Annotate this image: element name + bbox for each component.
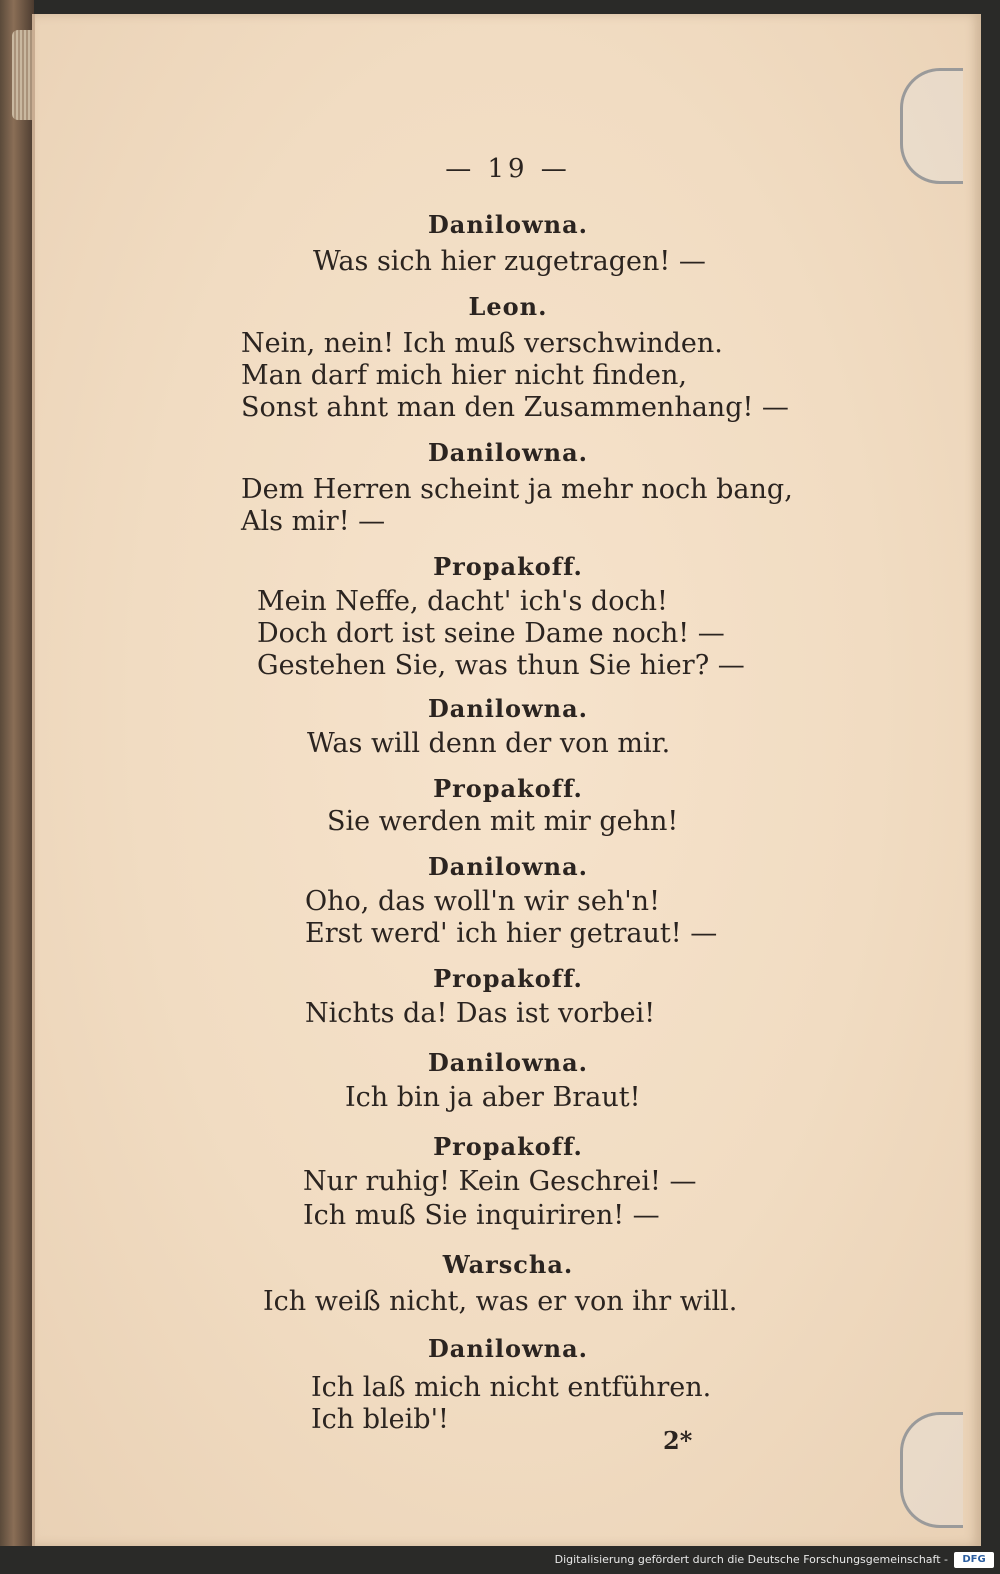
verse-line: Man darf mich hier nicht finden,	[241, 360, 688, 391]
speaker-name: Propakoff.	[433, 774, 583, 803]
verse-line: Was will denn der von mir.	[307, 728, 671, 759]
speaker-name: Danilowna.	[427, 852, 589, 881]
speaker-name: Danilowna.	[427, 1048, 589, 1077]
verse-line: Nichts da! Das ist vorbei!	[305, 998, 656, 1029]
speaker-name: Propakoff.	[433, 1132, 583, 1161]
speaker-name: Propakoff.	[433, 552, 583, 581]
digitization-footer	[0, 1546, 1000, 1574]
book-page	[32, 14, 981, 1546]
verse-line: Dem Herren scheint ja mehr noch bang,	[241, 474, 793, 505]
verse-line: Nein, nein! Ich muß verschwinden.	[241, 328, 723, 359]
book-binding	[0, 0, 34, 1574]
speaker-name: Propakoff.	[433, 964, 583, 993]
verse-line: Erst werd' ich hier getraut! —	[305, 918, 718, 949]
speaker-name: Warscha.	[442, 1250, 574, 1279]
signature-mark: 2*	[663, 1426, 693, 1455]
verse-line: Oho, das woll'n wir seh'n!	[305, 886, 660, 917]
verse-line: Was sich hier zugetragen! —	[313, 246, 706, 277]
verse-line: Mein Neffe, dacht' ich's doch!	[257, 586, 668, 617]
verse-line: Ich muß Sie inquiriren! —	[303, 1200, 660, 1231]
verse-line: Ich weiß nicht, was er von ihr will.	[263, 1286, 738, 1317]
dfg-logo-icon: DFG	[954, 1552, 994, 1568]
verse-line: Nur ruhig! Kein Geschrei! —	[303, 1166, 697, 1197]
verse-line: Ich bin ja aber Braut!	[345, 1082, 641, 1113]
speaker-name: Leon.	[468, 292, 548, 321]
verse-line: Ich bleib'!	[311, 1404, 449, 1435]
verse-line: Doch dort ist seine Dame noch! —	[257, 618, 725, 649]
speaker-name: Danilowna.	[427, 1334, 589, 1363]
verse-line: Ich laß mich nicht entführen.	[311, 1372, 712, 1403]
verse-line: Als mir! —	[241, 506, 386, 537]
page-text	[35, 14, 981, 1546]
speaker-name: Danilowna.	[427, 438, 589, 467]
footer-credit-text: Digitalisierung gefördert durch die Deutsche Forschungsgemeinschaft -	[554, 1553, 948, 1566]
verse-line: Gestehen Sie, was thun Sie hier? —	[257, 650, 745, 681]
verse-line: Sie werden mit mir gehn!	[327, 806, 679, 837]
speaker-name: Danilowna.	[427, 694, 589, 723]
verse-line: Sonst ahnt man den Zusammenhang! —	[241, 392, 789, 423]
speaker-name: Danilowna.	[427, 210, 589, 239]
page-number: — 19 —	[445, 154, 571, 184]
